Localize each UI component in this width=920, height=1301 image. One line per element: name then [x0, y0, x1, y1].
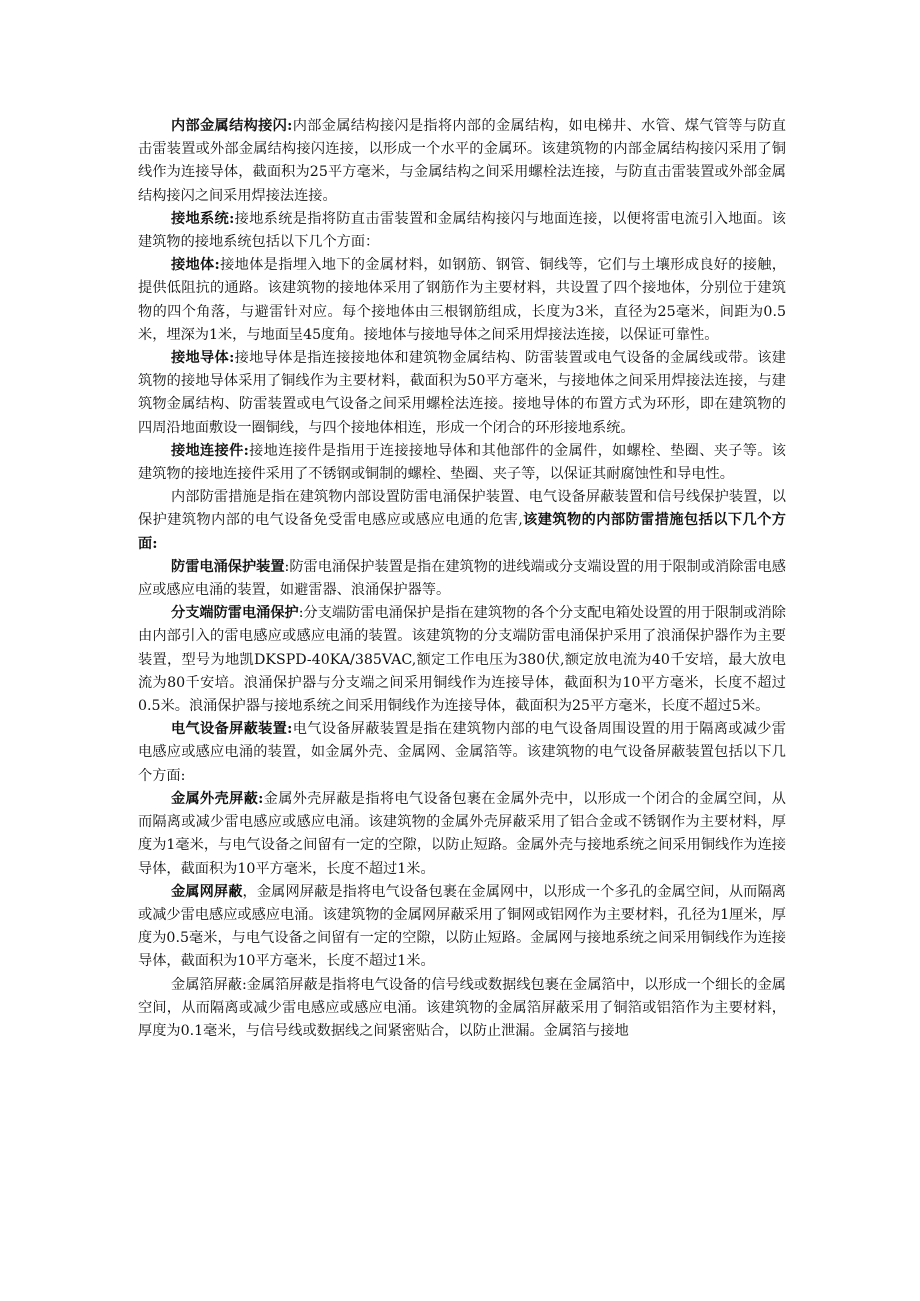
paragraph-text: :分支端防雷电涌保护是指在建筑物的各个分支配电箱处设置的用于限制或消除由内部引入的雷电感应或感应电涌的装置。该建筑物的分支端防雷电涌保护采用了浪涌保护器作为主要装置，型号为地凯DKSPD-40KA/385VAC,额定工作电压为380伏,额定放电流为40千安培，最大放电流为80千安培。浪涌保护器与分支端之间采用铜线作为连接导体，截面积为10平方毫米，长度不超过0.5米。浪涌保护器与接地系统之间采用铜线作为连接导体，截面积为25平方毫米，长度不超过5米。	[138, 605, 786, 715]
paragraph-text: 内部金属结构接闪是指将内部的金属结构，如电梯井、水管、煤气管等与防直击雷装置或外部金属结构接闪连接，以形成一个水平的金属环。该建筑物的内部金属结构接闪采用了铜线作为连接导体，截面积为25平方毫米，与金属结构之间采用螺栓法连接，与防直击雷装置或外部金属结构接闪之间采用焊接法连接。	[138, 118, 786, 204]
paragraph-grounding-body	[138, 254, 786, 347]
paragraph-heading: 防雷电涌保护装置	[171, 558, 285, 575]
paragraph-heading: 电气设备屏蔽装置:	[171, 721, 293, 738]
paragraph-heading: 金属网屏蔽	[171, 883, 243, 900]
paragraph-heading: 接地体:	[171, 257, 220, 274]
paragraph-text: 接地系统是指将防直击雷装置和金属结构接闪与地面连接，以便将雷电流引入地面。该建筑物的接地系统包括以下几个方面：	[138, 210, 786, 251]
paragraph-grounding-connector	[138, 440, 786, 486]
paragraph-internal-metal-bonding	[138, 115, 786, 208]
paragraph-internal-protection	[138, 486, 786, 556]
paragraph-text: 金属外壳屏蔽是指将电气设备包裹在金属外壳中，以形成一个闭合的金属空间，从而隔离或减少雷电感应或感应电涌。该建筑物的金属外壳屏蔽采用了铝合金或不锈钢作为主要材料，厚度为1毫米，与电气设备之间留有一定的空隙，以防止短路。金属外壳与接地系统之间采用铜线作为连接导体，截面积为10平方毫米，长度不超过1米。	[138, 790, 786, 877]
paragraph-text: 接地导体是指连接接地体和建筑物金属结构、防雷装置或电气设备的金属线或带。该建筑物的接地导体采用了铜线作为主要材料，截面积为50平方毫米，与接地体之间采用焊接法连接，与建筑物金属结构、防雷装置或电气设备之间采用螺栓法连接。接地导体的布置方式为环形，即在建筑物的四周沿地面敷设一圈铜线，与四个接地体相连，形成一个闭合的环形接地系统。	[138, 350, 786, 436]
paragraph-text: 金属箔屏蔽:金属箔屏蔽是指将电气设备的信号线或数据线包裹在金属箔中，以形成一个细长的金属空间，从而隔离或减少雷电感应或感应电涌。该建筑物的金属箔屏蔽采用了铜箔或铝箔作为主要材料，厚度为0.1毫米，与信号线或数据线之间紧密贴合，以防止泄漏。金属箔与接地	[138, 976, 786, 1039]
paragraph-heading: 内部金属结构接闪:	[171, 118, 293, 134]
paragraph-heading: 接地系统:	[171, 210, 235, 227]
paragraph-metal-enclosure-shielding	[138, 788, 786, 881]
paragraph-branch-surge-protection	[138, 602, 786, 718]
paragraph-surge-protection-device	[138, 556, 786, 602]
paragraph-heading: 接地连接件:	[171, 442, 249, 459]
paragraph-grounding-conductor	[138, 347, 786, 440]
paragraph-text: 电气设备屏蔽装置是指在建筑物内部的电气设备周围设置的用于隔离或减少雷电感应或感应电涌的装置，如金属外壳、金属网、金属箔等。该建筑物的电气设备屏蔽装置包括以下几个方面:	[138, 721, 786, 784]
paragraph-equipment-shielding	[138, 718, 786, 788]
document-page	[138, 115, 786, 1043]
paragraph-grounding-system	[138, 208, 786, 254]
paragraph-metal-foil-shielding	[138, 974, 786, 1044]
paragraph-text: 接地体是指埋入地下的金属材料，如钢筋、钢管、铜线等，它们与土壤形成良好的接触，提供低阻抗的通路。该建筑物的接地体采用了钢筋作为主要材料，共设置了四个接地体，分别位于建筑物的四个角落，与避雷针对应。每个接地体由三根钢筋组成，长度为3米，直径为25毫米，间距为0.5米，埋深为1米，与地面呈45度角。接地体与接地导体之间采用焊接法连接，以保证可靠性。	[138, 257, 786, 343]
paragraph-text: ，金属网屏蔽是指将电气设备包裹在金属网中，以形成一个多孔的金属空间，从而隔离或减少雷电感应或感应电涌。该建筑物的金属网屏蔽采用了铜网或铝网作为主要材料，孔径为1厘米，厚度为0.5毫米，与电气设备之间留有一定的空隙，以防止短路。金属网与接地系统之间采用铜线作为连接导体，截面积为10平方毫米，长度不超过1米。	[138, 883, 786, 970]
paragraph-bold-tail: 该建筑物的内部防雷措施包括以下几个方面:	[138, 512, 786, 552]
paragraph-heading: 分支端防雷电涌保护	[171, 605, 299, 622]
paragraph-heading: 金属外壳屏蔽:	[171, 790, 264, 807]
paragraph-text: :防雷电涌保护装置是指在建筑物的进线端或分支端设置的用于限制或消除雷电感应或感应电涌的装置，如避雷器、浪涌保护器等。	[138, 558, 786, 599]
paragraph-text: 内部防雷措施是指在建筑物内部设置防雷电涌保护装置、电气设备屏蔽装置和信号线保护装置，以保护建筑物内部的电气设备免受雷电感应或感应电通的危害,	[138, 489, 786, 529]
paragraph-text: 接地连接件是指用于连接接地导体和其他部件的金属件，如螺栓、垫圈、夹子等。该建筑物的接地连接件采用了不锈钢或铜制的螺栓、垫圈、夹子等，以保证其耐腐蚀性和导电性。	[138, 442, 786, 483]
paragraph-metal-mesh-shielding	[138, 881, 786, 974]
paragraph-heading: 接地导体:	[171, 350, 235, 367]
